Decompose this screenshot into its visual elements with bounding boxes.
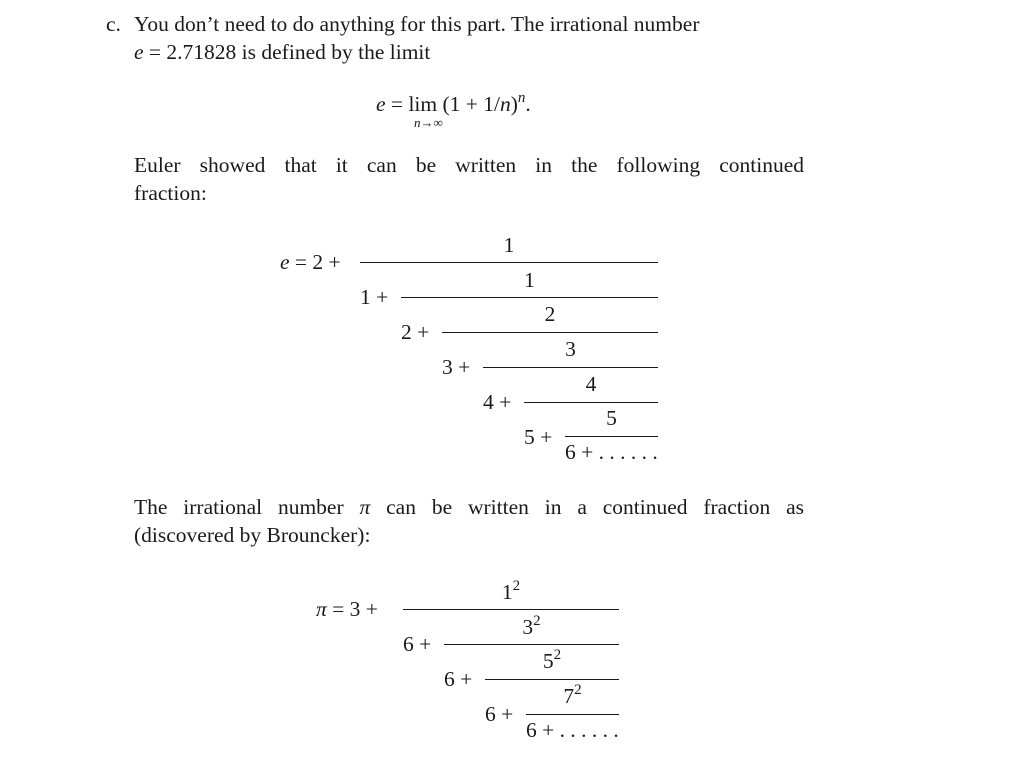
e-lead-1: 1 + (360, 285, 389, 309)
euler-line-1: Euler showed that it can be written in the following continued (134, 153, 804, 177)
limit-body-open: (1 + 1/ (442, 92, 500, 116)
e-fraction-bar-3 (483, 367, 658, 368)
limit-subscript: n→∞ (414, 115, 443, 130)
intro-line-2-text: = 2.71828 is defined by the limit (143, 40, 431, 64)
e-lead-5: 5 + (524, 425, 553, 449)
e-numerator-1: 1 (524, 268, 535, 292)
e-fraction-head (280, 250, 341, 274)
pi-num-1-exp: 2 (533, 613, 541, 629)
intro-line-2 (134, 38, 430, 66)
limit-period: . (525, 92, 531, 116)
limit-equation (376, 90, 531, 121)
e-numerator-4: 4 (585, 372, 597, 396)
e-numerator-5: 5 (606, 406, 617, 430)
pi-num-1-base: 3 (522, 615, 534, 639)
pi-line-2: (discovered by Brouncker): (134, 523, 371, 547)
pi-fraction-bar-1 (444, 644, 619, 645)
e-fraction-head-rest: = 2 + (289, 250, 341, 274)
limit-body-var: n (500, 92, 511, 116)
e-numerator-3: 3 (565, 337, 576, 361)
part-label: c. (106, 12, 121, 36)
e-fraction-bar-2 (442, 332, 658, 333)
e-variable: e (134, 40, 144, 64)
pi-fraction-head (316, 597, 378, 621)
pi-lead-3: 6 + (485, 702, 514, 726)
e-numerator-0: 1 (503, 233, 515, 257)
pi-fraction-head-var: π (316, 597, 327, 621)
e-lead-3: 3 + (442, 355, 471, 379)
e-fraction-bar-4 (524, 402, 658, 403)
pi-symbol: π (359, 495, 371, 519)
e-fraction-bar-5 (565, 436, 658, 437)
pi-num-3-exp: 2 (574, 682, 582, 698)
e-lead-2: 2 + (401, 320, 430, 344)
pi-line-1-pre: The irrational number (134, 495, 360, 519)
pi-fraction-bar-0 (403, 609, 619, 610)
pi-num-2-exp: 2 (553, 647, 562, 663)
pi-num-3-base: 7 (563, 684, 575, 708)
e-numerator-2: 2 (544, 302, 556, 326)
pi-fraction-bar-3 (526, 714, 619, 715)
e-fraction-head-var: e (280, 250, 290, 274)
pi-line-1 (134, 493, 804, 521)
pi-fraction-head-rest: = 3 + (326, 597, 378, 621)
limit-operator: lim (408, 92, 438, 116)
pi-numerator-2 (485, 649, 619, 676)
pi-num-2-base: 5 (542, 649, 554, 673)
euler-line-2: fraction: (134, 181, 207, 205)
pi-fraction-bar-2 (485, 679, 619, 680)
e-fraction-bar-0 (360, 262, 658, 263)
pi-lead-2: 6 + (444, 667, 473, 691)
pi-numerator-0 (403, 580, 619, 607)
limit-lhs: e (376, 92, 386, 116)
pi-lead-1: 6 + (403, 632, 432, 656)
intro-line-1: You don’t need to do anything for this part. The irrational number (134, 12, 700, 36)
limit-body-close: ) (510, 92, 518, 116)
pi-numerator-3 (526, 684, 619, 711)
pi-num-0-base: 1 (501, 580, 513, 604)
e-fraction-bar-1 (401, 297, 658, 298)
e-lead-4: 4 + (483, 390, 512, 414)
limit-equals: = (385, 92, 409, 116)
limit-exponent: n (517, 90, 526, 106)
pi-line-1-post: can be written in a continued fraction as (370, 495, 804, 519)
pi-fraction-tail: 6 + . . . . . . (526, 718, 619, 742)
pi-num-0-exp: 2 (512, 578, 521, 594)
e-fraction-tail: 6 + . . . . . . (565, 440, 658, 464)
pi-numerator-1 (444, 615, 619, 642)
